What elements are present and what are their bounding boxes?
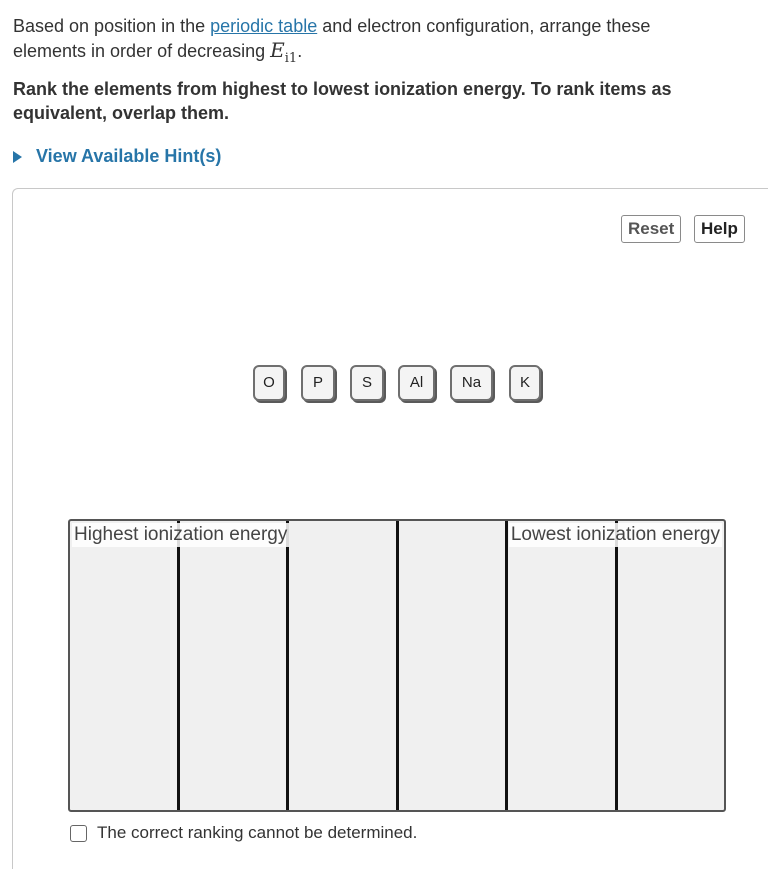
question-text-part: and electron configuration, arrange these elements in order of decreasing bbox=[13, 16, 651, 61]
tile-O[interactable]: O bbox=[253, 365, 285, 401]
view-hints-toggle[interactable] bbox=[13, 146, 221, 167]
question-text bbox=[13, 14, 693, 71]
rank-slot-2[interactable] bbox=[180, 521, 290, 810]
cannot-determine-checkbox[interactable] bbox=[70, 825, 87, 842]
rank-slot-3[interactable] bbox=[289, 521, 399, 810]
question-text-part: . bbox=[297, 41, 303, 61]
cannot-determine-label: The correct ranking cannot be determined. bbox=[97, 823, 418, 842]
help-button[interactable]: Help bbox=[694, 215, 745, 243]
highest-label: Highest ionization energy bbox=[74, 524, 288, 545]
ranking-drop-area[interactable] bbox=[68, 519, 726, 812]
tile-Na[interactable]: Na bbox=[450, 365, 493, 401]
lowest-label: Lowest ionization energy bbox=[510, 524, 720, 545]
rank-slot-5[interactable] bbox=[508, 521, 618, 810]
view-hints-label: View Available Hint(s) bbox=[36, 146, 222, 166]
rank-slot-6[interactable] bbox=[618, 521, 725, 810]
rank-slot-1[interactable] bbox=[70, 521, 180, 810]
instruction-text: Rank the elements from highest to lowest ionization energy. To rank items as equivalent, overlap them. bbox=[13, 79, 672, 123]
reset-button[interactable]: Reset bbox=[621, 215, 681, 243]
rank-slot-4[interactable] bbox=[399, 521, 509, 810]
tile-S[interactable]: S bbox=[350, 365, 384, 401]
ionization-energy-symbol: $E_{i1}$ bbox=[270, 38, 298, 66]
tile-Al[interactable]: Al bbox=[398, 365, 435, 401]
expand-triangle-icon bbox=[13, 151, 22, 163]
periodic-table-link[interactable]: periodic table bbox=[210, 16, 318, 36]
tile-P[interactable]: P bbox=[301, 365, 335, 401]
question-text-part: Based on position in the bbox=[13, 16, 211, 36]
tile-K[interactable]: K bbox=[509, 365, 541, 401]
cannot-determine-option[interactable] bbox=[70, 823, 417, 843]
